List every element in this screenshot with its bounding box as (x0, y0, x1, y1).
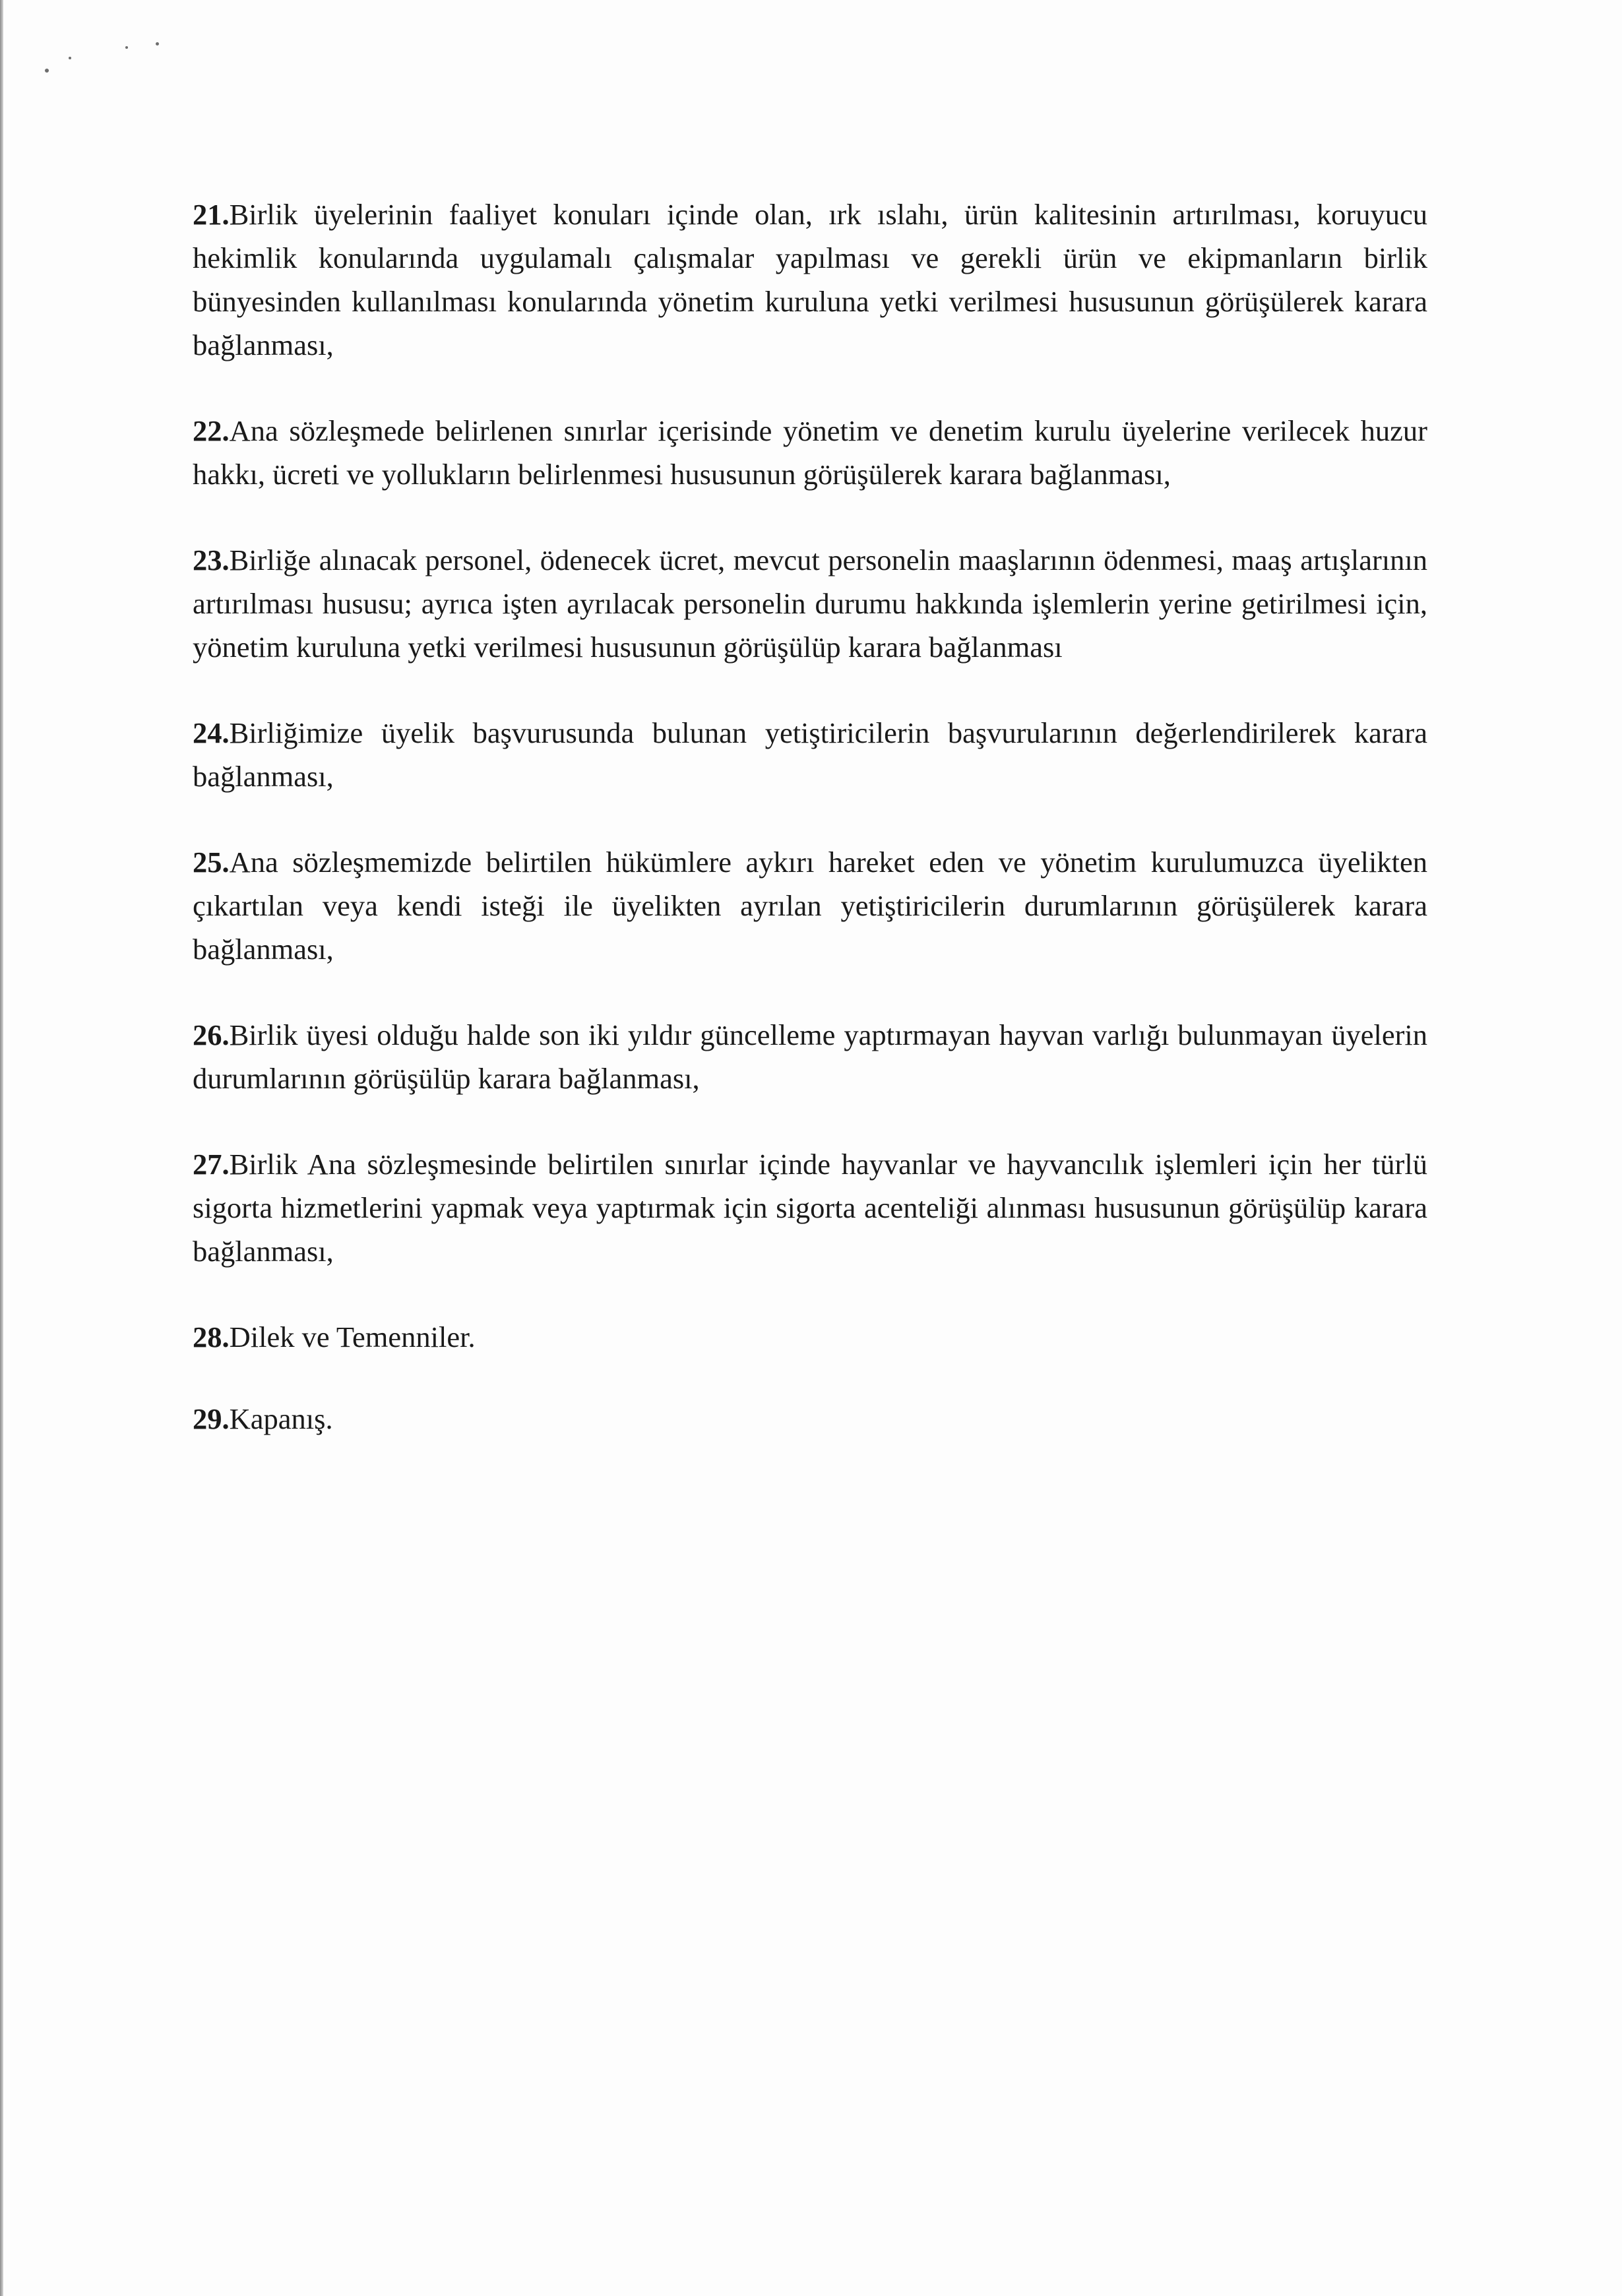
item-number: 22. (193, 414, 230, 447)
item-text: Kapanış. (229, 1402, 333, 1435)
item-text: Ana sözleşmede belirlenen sınırlar içerisinde yönetim ve denetim kurulu üyelerine verilecek huzur hakkı, ücreti ve yollukların belirlenmesi hususunun görüşülerek karara bağlanması, (193, 414, 1427, 491)
agenda-item-25 (193, 840, 1427, 971)
item-number: 25. (193, 846, 230, 879)
item-text: Birlik Ana sözleşmesinde belirtilen sınırlar içinde hayvanlar ve hayvancılık işlemleri için her türlü sigorta hizmetlerini yapmak veya yaptırmak için sigorta acenteliği alınması hususunun görüşülüp karara bağlanması, (193, 1148, 1427, 1268)
agenda-item-26 (193, 1013, 1427, 1100)
scan-edge (0, 0, 3, 2296)
item-text: Ana sözleşmemizde belirtilen hükümlere aykırı hareket eden ve yönetim kurulumuzca üyelikten çıkartılan veya kendi isteği ile üyelikten ayrılan yetiştiricilerin durumlarının görüşülerek karara bağlanması, (193, 846, 1427, 966)
item-number: 23. (193, 543, 230, 576)
item-number: 27. (193, 1148, 230, 1181)
item-text: Birliğe alınacak personel, ödenecek ücret, mevcut personelin maaşlarının ödenmesi, maaş artışlarının artırılması hususu; ayrıca işten ayrılacak personelin durumu hakkında işlemlerin yerine getirilmesi için, yönetim kuruluna yetki verilmesi hususunun görüşülüp karara bağlanması (193, 543, 1427, 664)
item-text: Birlik üyelerinin faaliyet konuları içinde olan, ırk ıslahı, ürün kalitesinin artırılması, koruyucu hekimlik konularında uygulamalı çalışmalar yapılması ve gerekli ürün ve ekipmanların birlik bünyesinden kullanılması konularında yönetim kuruluna yetki verilmesi hususunun görüşülerek karara bağlanması, (193, 198, 1427, 361)
agenda-item-29 (193, 1397, 1427, 1441)
item-number: 28. (193, 1320, 230, 1353)
item-text: Birlik üyesi olduğu halde son iki yıldır güncelleme yaptırmayan hayvan varlığı bulunmayan üyelerin durumlarının görüşülüp karara bağlanması, (193, 1018, 1427, 1095)
item-text: Birliğimize üyelik başvurusunda bulunan yetiştiricilerin başvurularının değerlendirilerek karara bağlanması, (193, 716, 1427, 793)
item-number: 21. (193, 198, 230, 231)
agenda-item-24 (193, 711, 1427, 798)
agenda-item-23 (193, 538, 1427, 669)
item-number: 29. (193, 1402, 230, 1435)
agenda-item-27 (193, 1142, 1427, 1273)
scan-speck (125, 46, 128, 49)
agenda-item-22 (193, 409, 1427, 496)
item-number: 26. (193, 1018, 230, 1051)
item-number: 24. (193, 716, 230, 749)
agenda-item-21 (193, 193, 1427, 367)
scan-speck (69, 57, 71, 59)
scan-speck (156, 42, 159, 46)
agenda-list (193, 193, 1427, 1479)
agenda-item-28 (193, 1315, 1427, 1359)
scan-speck (45, 69, 49, 73)
item-text: Dilek ve Temenniler. (229, 1320, 476, 1353)
